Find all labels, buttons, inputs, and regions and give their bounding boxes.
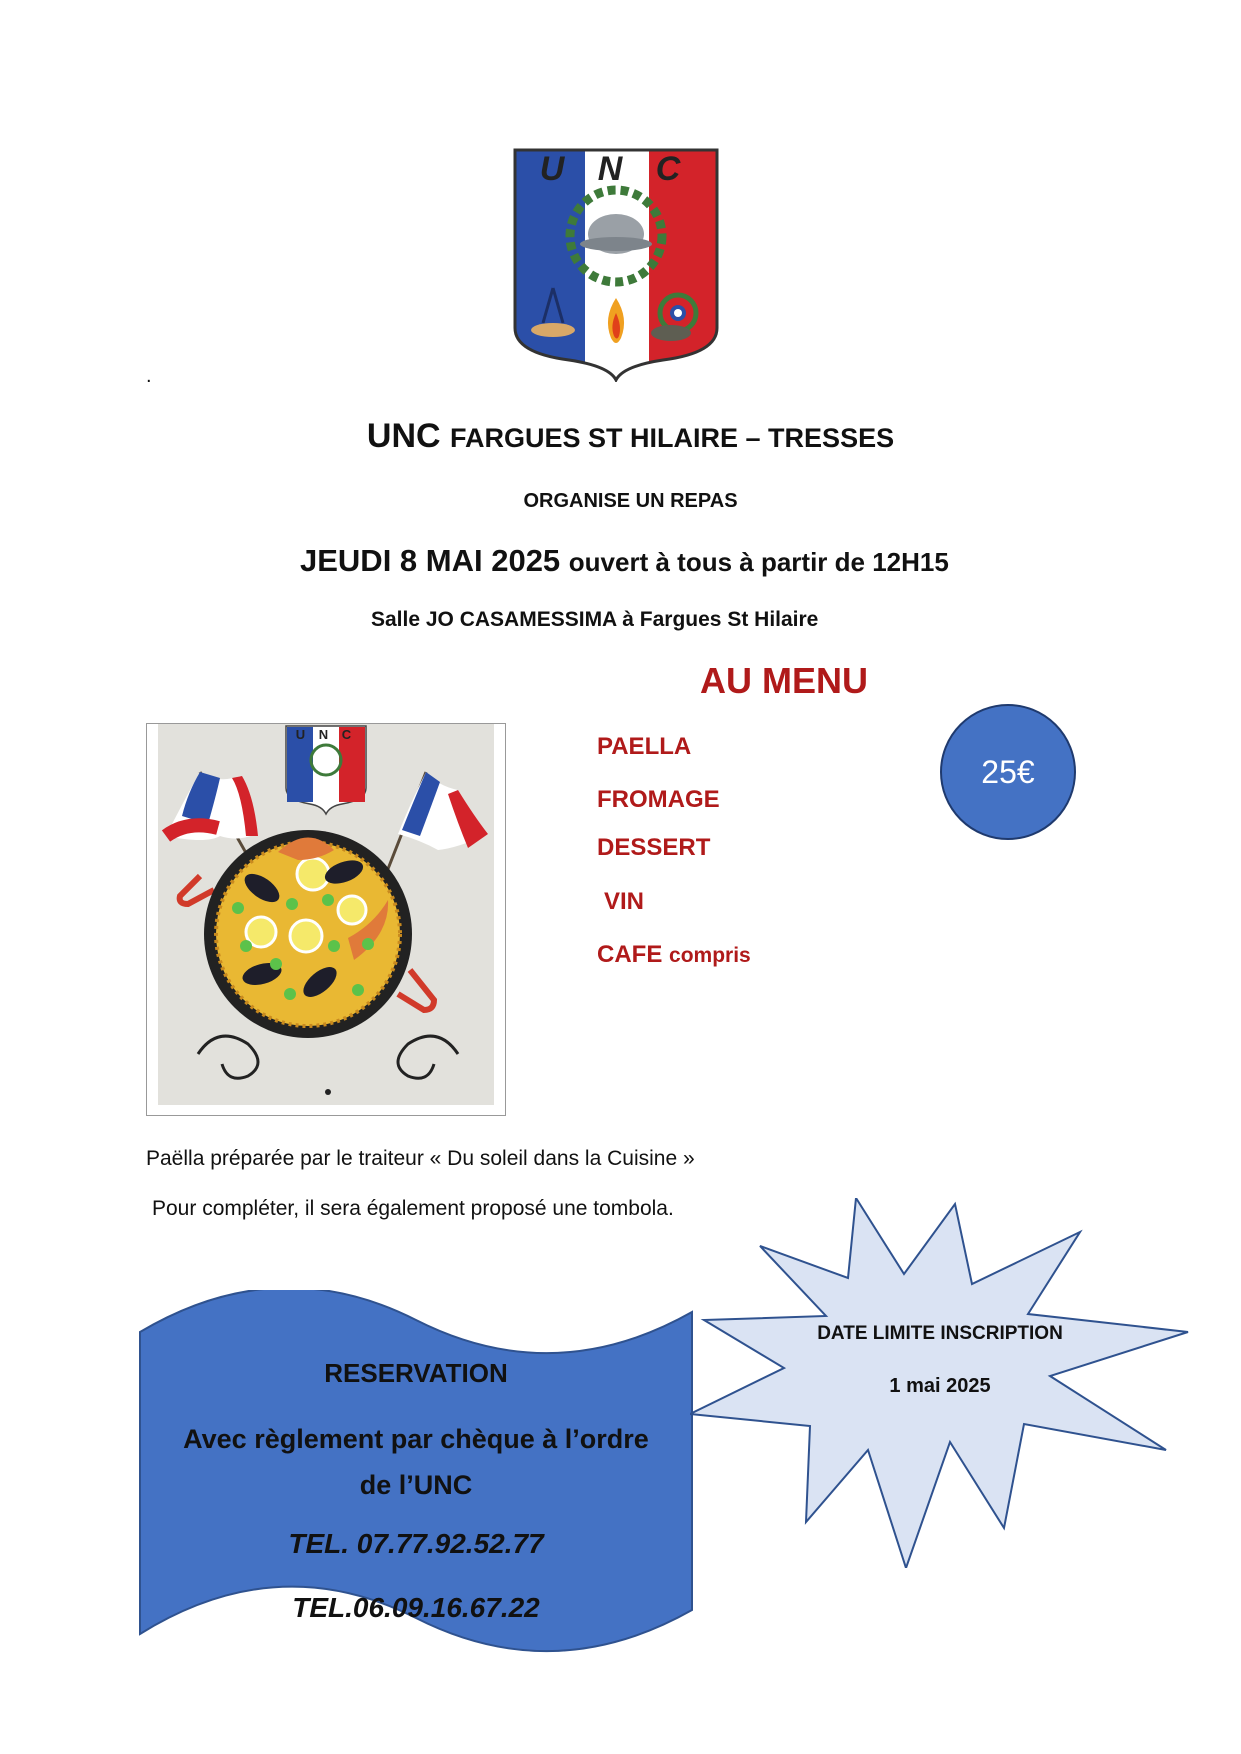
photo-crest-letters: U N C xyxy=(295,727,357,742)
menu-item-vin: VIN xyxy=(604,888,645,915)
menu-item-cafe-label: CAFE xyxy=(597,941,663,968)
menu-item-fromage: FROMAGE xyxy=(597,786,720,813)
reservation-text-line1: Avec règlement par chèque à l’ordre xyxy=(183,1424,649,1454)
crest-letters: U N C xyxy=(539,150,693,188)
title-location: FARGUES ST HILAIRE – TRESSES xyxy=(450,423,895,453)
venue-line: Salle JO CASAMESSIMA à Fargues St Hilaire xyxy=(371,608,819,631)
stray-dot: . xyxy=(146,365,152,387)
event-time: ouvert à tous à partir de 12H15 xyxy=(568,547,949,577)
price-badge xyxy=(940,704,1076,840)
reservation-text xyxy=(138,1416,694,1508)
reservation-text-line2: de l’UNC xyxy=(359,1470,473,1500)
menu-title: AU MENU xyxy=(700,660,868,701)
event-date: JEUDI 8 MAI 2025 xyxy=(300,543,561,578)
event-date-line xyxy=(300,543,949,579)
phone-number-1: TEL. 07.77.92.52.77 xyxy=(288,1528,544,1559)
caterer-note: Paëlla préparée par le traiteur « Du soleil dans la Cuisine » xyxy=(146,1147,695,1170)
menu-item-cafe xyxy=(597,941,751,969)
page-title xyxy=(0,417,1241,456)
reservation-title: RESERVATION xyxy=(324,1358,508,1388)
price-label: 25€ xyxy=(981,753,1035,790)
deadline-date: 1 mai 2025 xyxy=(889,1375,991,1397)
organise-line: ORGANISE UN REPAS xyxy=(523,490,738,512)
deadline-title: DATE LIMITE INSCRIPTION xyxy=(817,1323,1063,1344)
unc-crest-logo xyxy=(513,148,719,382)
menu-item-dessert: DESSERT xyxy=(597,834,711,861)
title-unc: UNC xyxy=(366,417,441,455)
menu-item-paella: PAELLA xyxy=(597,733,692,760)
raffle-note: Pour compléter, il sera également proposé une tombola. xyxy=(152,1197,674,1220)
menu-item-cafe-suffix: compris xyxy=(669,944,751,967)
phone-number-2: TEL.06.09.16.67.22 xyxy=(292,1592,540,1623)
paella-photo xyxy=(158,724,494,1105)
